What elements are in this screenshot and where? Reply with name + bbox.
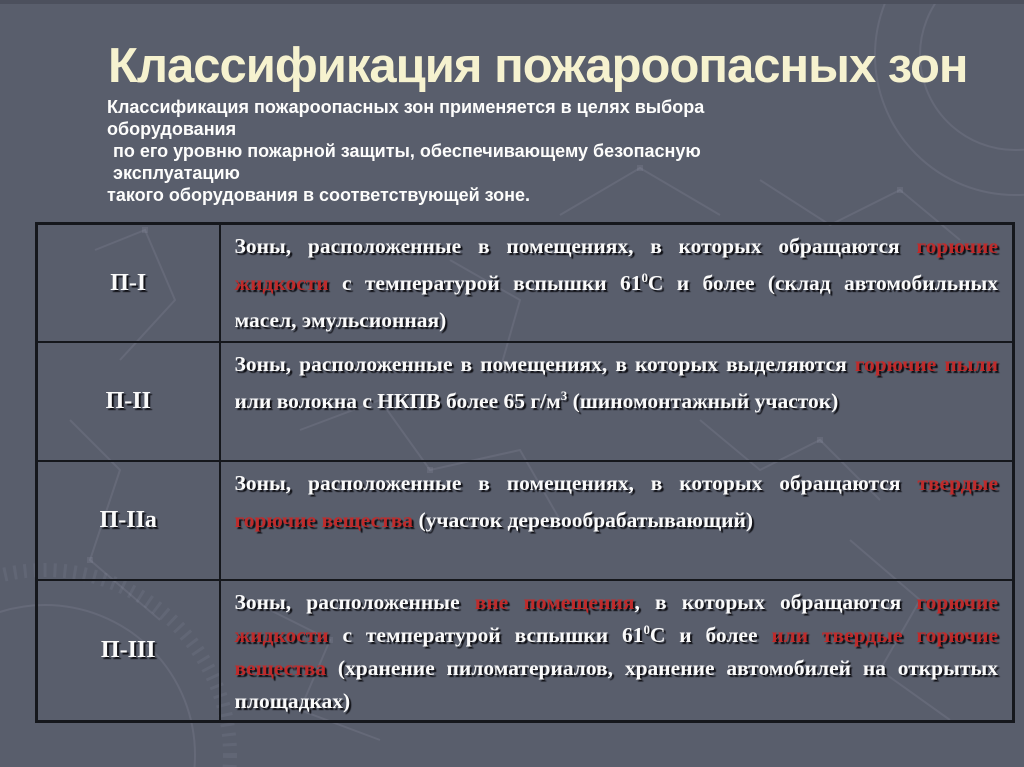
superscript: 3 <box>560 388 568 403</box>
description-text: (хранение пиломатериалов, хранение автомобилей на открытых площадках) <box>234 656 998 713</box>
slide-top-edge <box>0 0 1024 4</box>
slide-title: Классификация пожароопасных зон <box>108 39 968 93</box>
description-text: , в которых обращаются <box>634 590 917 614</box>
table-row <box>37 580 1014 722</box>
description-text: (шиномонтажный участок) <box>567 389 839 413</box>
highlighted-phrase: вне помещения <box>474 590 635 614</box>
superscript: 0 <box>643 622 650 637</box>
description-text: Зоны, расположенные в помещениях, в которых обращаются <box>234 471 918 495</box>
subtitle-line-3: такого оборудования в соответствующей зоне. <box>107 185 531 205</box>
highlighted-phrase: горючие жидкости <box>234 234 998 295</box>
zone-description-cell <box>220 342 1014 461</box>
zone-class-cell: П-III <box>37 580 220 722</box>
description-text: (участок деревообрабатывающий) <box>413 508 754 532</box>
zone-description-cell <box>220 461 1014 580</box>
fire-zones-table <box>35 222 1015 723</box>
description-text: с температурой вспышки 61 <box>328 623 644 647</box>
table-row <box>37 461 1014 580</box>
description-text: Зоны, расположенные в помещениях, в которых выделяются <box>234 352 855 376</box>
zone-class-cell: П-IIа <box>37 461 220 580</box>
slide-subtitle <box>107 96 827 206</box>
fire-zones-table-body <box>37 224 1014 722</box>
description-text: или волокна с НКПВ более 65 г/м <box>234 389 561 413</box>
description-text: с температурой вспышки 61 <box>328 271 642 295</box>
zone-description-cell <box>220 224 1014 343</box>
subtitle-line-1: Классификация пожароопасных зон применяется в целях выбора оборудования <box>107 97 705 139</box>
zone-class-cell: П-I <box>37 224 220 343</box>
highlighted-phrase: горючие пыли <box>854 352 998 376</box>
highlighted-phrase: твердые горючие вещества <box>234 623 999 680</box>
subtitle-line-2: по его уровню пожарной защиты, обеспечивающему безопасную эксплуатацию <box>113 141 701 183</box>
description-text: С и более <box>649 623 772 647</box>
superscript: 0 <box>641 270 648 285</box>
highlighted-phrase: твердые горючие вещества <box>234 471 998 532</box>
highlighted-phrase: или <box>771 623 809 647</box>
zone-description-cell <box>220 580 1014 722</box>
table-row <box>37 224 1014 343</box>
description-text <box>808 623 822 647</box>
description-text: Зоны, расположенные в помещениях, в которых обращаются <box>234 234 917 258</box>
description-text: Зоны, расположенные <box>234 590 475 614</box>
highlighted-phrase: горючие жидкости <box>234 590 998 647</box>
description-text: С и более (склад автомобильных масел, эмульсионная) <box>234 271 998 332</box>
zone-class-cell: П-II <box>37 342 220 461</box>
table-row <box>37 342 1014 461</box>
